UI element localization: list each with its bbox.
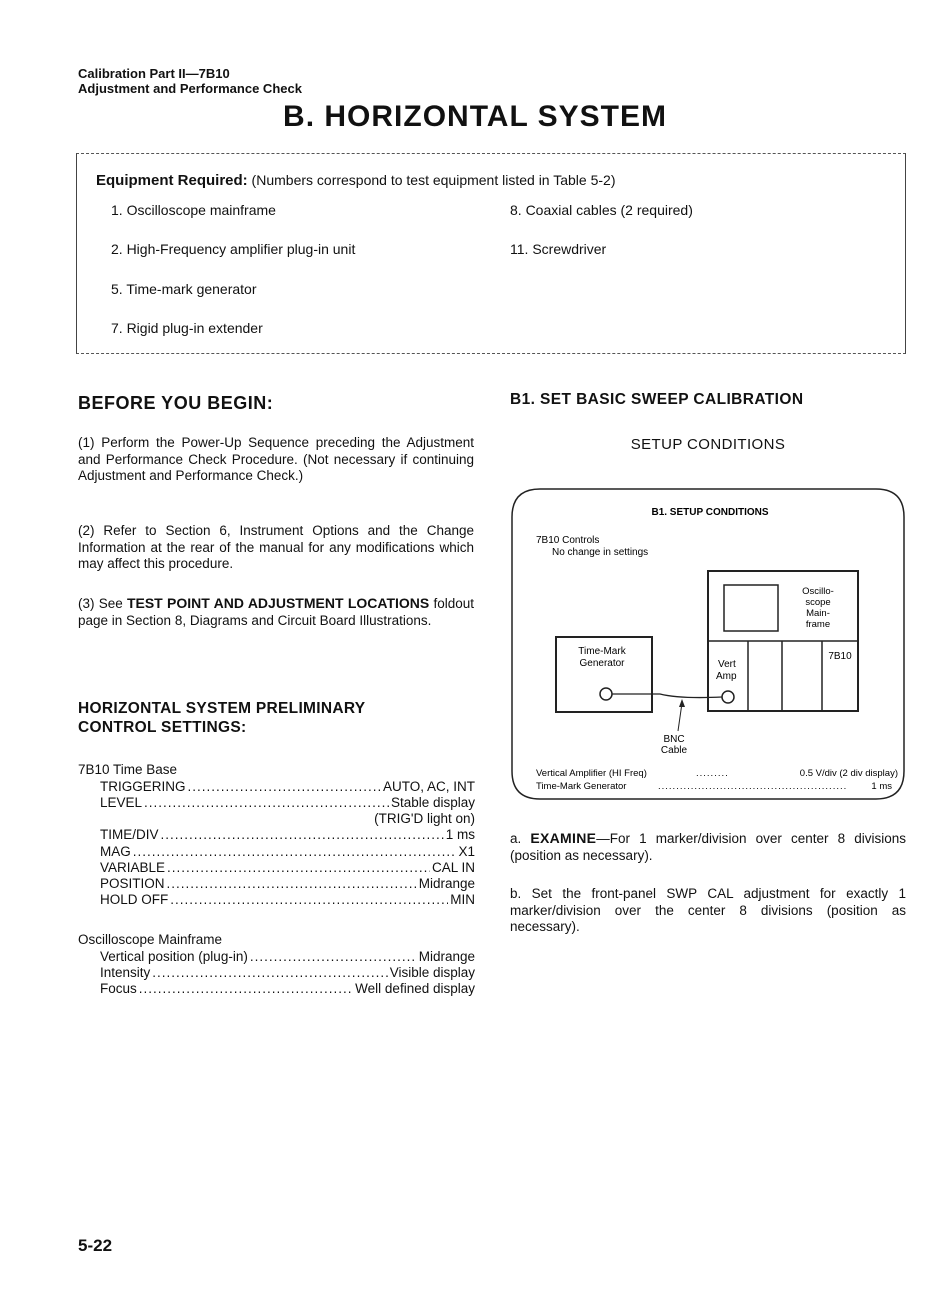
controls-label: 7B10 Controls: [536, 535, 600, 546]
leader-dots: [152, 965, 387, 981]
header-line-2: Adjustment and Performance Check: [78, 81, 302, 96]
prelim-heading: [78, 699, 365, 737]
setting-value: X1: [458, 844, 475, 859]
group-7b10: 7B10 Time Base: [78, 762, 178, 777]
p3-post: foldout page in Section 8, Diagrams and Circuit Board Illustrations.: [78, 596, 474, 628]
tmg-label: Generator: [579, 658, 625, 669]
foot-value: 1 ms: [871, 781, 892, 792]
setting-label: Focus: [100, 981, 137, 996]
setting-row: [100, 876, 475, 892]
diagram-title: B1. SETUP CONDITIONS: [651, 507, 769, 518]
setting-value: Visible display: [389, 965, 475, 980]
header-line-1: Calibration Part II—7B10: [78, 66, 230, 81]
setup-diagram: [510, 487, 906, 801]
cable-pointer-arrowhead: [679, 699, 685, 707]
leader-dots: [144, 795, 389, 811]
leader-dots: [188, 779, 381, 795]
mainframe-label: Oscillo-: [802, 586, 834, 597]
p3-bold: TEST POINT AND ADJUSTMENT LOCATIONS: [126, 595, 430, 611]
setting-value: Stable display: [390, 795, 475, 810]
equipment-item: 5. Time-mark generator: [111, 281, 257, 297]
setting-label: VARIABLE: [100, 860, 166, 875]
group-mainframe: Oscilloscope Mainframe: [78, 932, 223, 947]
before-paragraph-2: (2) Refer to Section 6, Instrument Options and the Change Information at the rear of the manual for any modifications which may affect this procedure.: [78, 523, 474, 571]
leader-dots: [139, 981, 353, 997]
setting-row: [100, 844, 475, 860]
leader-dots: [170, 892, 448, 908]
equipment-item: 11. Screwdriver: [510, 241, 607, 257]
bnc-cable: [612, 694, 722, 698]
equipment-title-bold: Equipment Required:: [96, 172, 248, 189]
cable-label: BNC: [663, 734, 685, 745]
leader-dots: [161, 827, 444, 843]
setting-value: 1 ms: [445, 827, 475, 842]
crt-screen: [724, 585, 778, 631]
setting-label: HOLD OFF: [100, 892, 169, 907]
equipment-item: 7. Rigid plug-in extender: [111, 320, 263, 336]
setting-value: Midrange: [418, 949, 475, 964]
mainframe-label: scope: [805, 597, 831, 608]
setting-row: [100, 892, 475, 908]
leader-dots: .........: [696, 768, 729, 779]
page-number: 5-22: [78, 1236, 113, 1255]
before-paragraph-3: [78, 595, 474, 629]
step-a: [510, 830, 906, 864]
leader-dots: [167, 860, 430, 876]
leader-dots: [250, 949, 417, 965]
setting-value: AUTO, AC, INT: [382, 779, 475, 794]
setting-value: CAL IN: [431, 860, 475, 875]
leader-dots: [167, 876, 417, 892]
setting-label: LEVEL: [100, 795, 143, 810]
setting-row: [100, 965, 475, 981]
cable-label: Cable: [660, 745, 688, 756]
setting-row: [100, 795, 475, 811]
setting-value: Well defined display: [355, 981, 475, 996]
setting-label: TIME/DIV: [100, 827, 159, 842]
7b10-slot-label: 7B10: [828, 651, 852, 662]
equipment-item: 2. High-Frequency amplifier plug-in unit: [111, 241, 356, 257]
setting-value: (TRIG'D light on): [374, 811, 475, 826]
setting-row: [100, 811, 475, 827]
equipment-title-rest: (Numbers correspond to test equipment listed in Table 5-2): [247, 172, 616, 188]
setting-row: [100, 779, 475, 795]
setting-label: POSITION: [100, 876, 165, 891]
setting-value: MIN: [450, 892, 475, 907]
prelim-heading-line-2: CONTROL SETTINGS:: [78, 719, 247, 736]
p3-pre: (3) See: [78, 596, 127, 611]
setting-label: Vertical position (plug-in): [100, 949, 248, 964]
equipment-title: [96, 172, 616, 189]
step-a-pre: a.: [510, 831, 531, 846]
leader-dots: ....................................................: [658, 781, 848, 792]
setting-label: TRIGGERING: [100, 779, 186, 794]
setting-row: [100, 827, 475, 843]
vert-amp-label: Vert: [718, 659, 736, 670]
tmg-label: Time-Mark: [578, 646, 626, 657]
foot-label: Vertical Amplifier (HI Freq): [536, 768, 647, 779]
equipment-item: 1. Oscilloscope mainframe: [111, 202, 276, 218]
foot-value: 0.5 V/div (2 div display): [799, 768, 898, 779]
setting-row: [100, 949, 475, 965]
before-heading: BEFORE YOU BEGIN:: [78, 393, 274, 413]
cable-pointer: [678, 703, 682, 731]
setting-row: [100, 981, 475, 997]
section-header: [78, 66, 302, 96]
foot-label: Time-Mark Generator: [536, 781, 627, 792]
before-paragraph-1: (1) Perform the Power-Up Sequence preceding the Adjustment and Performance Check Procedure. (Not necessary if continuing Adjustment and Performance Check.): [78, 435, 474, 483]
prelim-heading-line-1: HORIZONTAL SYSTEM PRELIMINARY: [78, 700, 366, 717]
mainframe-label: frame: [805, 619, 831, 630]
vert-amp-input-connector: [722, 691, 734, 703]
step-a-post: —For 1 marker/division over center 8 divisions (position as necessary).: [510, 831, 906, 863]
vert-amp-label: Amp: [716, 671, 737, 682]
setting-value: Midrange: [418, 876, 475, 891]
setup-conditions-label: SETUP CONDITIONS: [630, 436, 786, 453]
controls-note: No change in settings: [552, 547, 649, 558]
mainframe-label: Main-: [806, 608, 830, 619]
setting-row: [100, 860, 475, 876]
equipment-item: 8. Coaxial cables (2 required): [510, 202, 693, 218]
step-a-bold: EXAMINE: [530, 830, 597, 846]
page-title: B. HORIZONTAL SYSTEM: [283, 100, 667, 133]
setting-label: Intensity: [100, 965, 151, 980]
step-b: b. Set the front-panel SWP CAL adjustment for exactly 1 marker/division over the center 8 divisions (position as necessary).: [510, 886, 906, 934]
b1-heading: B1. SET BASIC SWEEP CALIBRATION: [510, 391, 804, 408]
tmg-output-connector: [600, 688, 612, 700]
leader-dots: [133, 844, 457, 860]
setting-label: MAG: [100, 844, 131, 859]
